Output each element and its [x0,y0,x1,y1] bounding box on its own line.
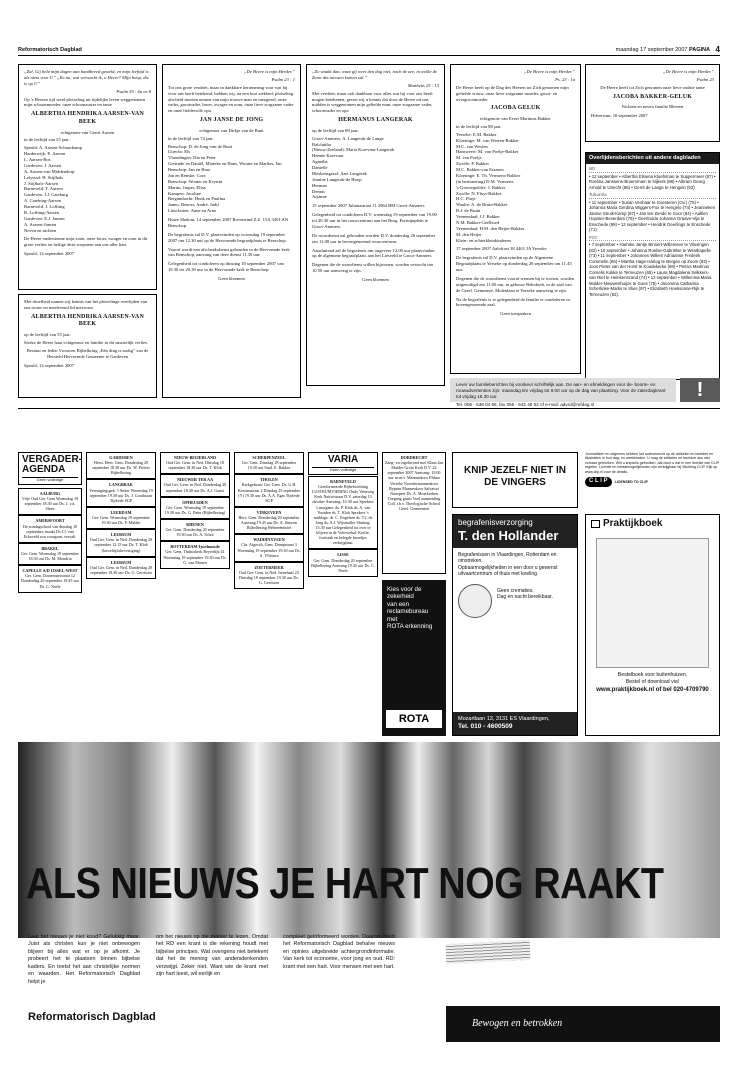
relative-row: Utrecht: Els [168,149,191,155]
agenda-entry-place: BARNEVELD [330,479,356,484]
condolence-info: Gelegenheid tot condoleren op dinsdag 18 september 2007 van 19.30 tot 20.30 uur in de Hervormde kerk te Benschop. [168,261,284,273]
hollander-line: Begrafenissen in Vlaardingen, Rotterdam en omstreken. [458,551,557,565]
page-number: 4 [715,45,720,54]
agenda-title: VERGADER-AGENDA Geen volledige [18,452,82,485]
relative-row: J. Stijfhals-Aarsen [24,180,58,186]
service-info: De rouwdienst zal gehouden worden D.V. donderdag 20 september om 11.00 uur in bovengenoemd rouwcentrum. [312,232,436,244]
relative-row: H.C. Fluyt [456,196,476,202]
deceased-age: in de leeftijd van 88 jaar. [456,123,502,129]
agenda-entry [86,479,156,506]
relatives-list [168,144,295,215]
agenda-entry-text: Ger. Gem. Woensdag 19 september 19.30 uur Ds. G. Pater (Bijbellezing) [164,504,226,515]
agenda-column-3 [160,452,230,736]
agenda-entry-place: LEERSUM [110,532,132,538]
agenda-entry [18,515,82,542]
agenda-entry [86,529,156,556]
agenda-column-2 [86,452,156,736]
death-notice-de-jong [162,64,301,398]
after-info: Degenen die de rouwdienst willen bijwonen, worden verzocht om 10.50 uur aanwezig te zijn. [312,262,434,274]
exclamation-icon: ! [680,378,720,402]
agenda-entry [160,519,230,541]
notice-quote: „De Heere is mijn Herder.” [243,69,295,74]
agenda-entry-place: ZOETERMEER [254,564,284,570]
hollander-line: Dag en nacht bereikbaar. [497,594,553,601]
campaign-headline: ALS NIEUWS JE HART NOG RAAKT [26,859,664,908]
relative-row: Gardeven: E.J. Jansen [24,215,65,221]
knip-notice: KNIP JEZELF NIET IN DE VINGERS [452,452,578,508]
deceased-name: HERMANUS LANGERAK [338,117,413,124]
after-info: Na de begrafenis is er gelegenheid de familie te condoleren in bovengenoemde zaal. [456,296,570,308]
agenda-entry-text: Ger. Gem. Dinsdag 18 september 19.30 uur Stud. E. Bakker [241,460,297,471]
agenda-entry [234,562,304,589]
relative-row: Lelystad: H. Stijfhals [24,174,64,180]
hollander-line: Geen crematies. [497,587,534,594]
relative-row: M. den Heijer [456,231,482,237]
notice-intro: Met droefheid namen wij kennis van het plotselinge overlijden van ons trouw en meelevend lid mevrouw [24,299,148,310]
praktijkboek-illustration [596,538,709,668]
notice-quote-ref: Psalm 23 [696,76,714,82]
funeral-info: De begrafenis zal D.V. plaatsvinden op de Algemene Begraafplaats te Yerseke op donderdag 20 september om 11.45 uur. [456,255,572,273]
deceased-name: ALBERTHA HENDRIKA AARSEN-VAN BEEK [31,111,144,125]
praktijkboek-line: Bestel of download via! [625,679,680,686]
relative-row: Kloetinge: E. Th. Vermeris-Bakker [456,172,521,178]
agenda-entry-text: Ger. Gem. Thaborkerk Reyerdijk 41 Woensdag 19 september 19.30 uur Ds. G. van Manen [163,549,227,565]
hollander-logo [458,584,492,618]
notice-closing: Geen toespraken [500,311,531,317]
praktijkboek-link[interactable]: www.praktijkboek.nl of bel 020-4709790 [596,687,709,694]
hollander-address: Mozartlaan 13, 3131 ES Vlaardingen, [458,715,550,722]
relative-row: Veenendaal: H.M. den Heijer-Bakker [456,225,525,231]
relative-row: M.C. Bakker-van Eraasen [456,167,504,173]
agenda-entry [160,541,230,568]
hollander-phone: Tel. 010 - 4600509 [458,722,513,730]
agenda-entry-place: WADDINXVEEN [253,537,285,543]
agenda-entry-place: CAPELLE A/D IJSSEL-WEST [22,568,78,574]
notice-signature: Bestuur en leden Vrouwen Bijbelkring „Eén ding is nodig” van de Hersteld Hervormde Gemeente te Gardeven [26,347,149,359]
notice-intro: De Heere heeft op de Dag des Heeren tot Zich genomen mijn geliefde vrouw, onze lieve zorgzame moeder, groot- en overgrootmoeder [456,84,569,102]
hollander-line: Opbaarmogelijkheden in een door u gewenst uitvaartcentrum of thuis met koeling. [458,564,558,578]
clip-copyright [585,452,720,508]
agenda-entry [308,476,378,549]
agenda-entry-text: Ger. Gem. Doornmartstraat 12 Donderdag 20 september 19.45 uur Ds. C. Neele [21,573,79,589]
clip-text: Journalisten en uitgevers hebben het auteursrecht op de artikelen en beelden en illustraties in hun dag- en weekbladen. U mag de artikelen en beelden dus niet zomaar gebruiken. Wilt u knipsels gebruiken, dan kunt u dat in een licentie van CLIP regelen. Licentie en betaalmogelijkheden zijn verkrijgbaar bij Stichting CLIP. Kijk op www.clip.nl voor de details. [585,452,719,474]
agenda-entry-place: LANGBRAK [109,482,133,488]
relative-row: Janno, Benoer, André, Judit [168,202,219,208]
agenda-entry [308,549,378,576]
notice-intro: Met verdriet, maar ook dankbaar voor alles wat hij voor ons heeft mogen betekenen, geven wij u kennis dat door de Heere uit ons midden is weggenomen mijn geliefde man, onze zorgzame vader, schoonvader en opa [312,90,433,114]
agenda-entry-text: Vrije Oud Ger. Gem Woensdag 19 september 18.30 uur Ds. J. v.d. Sleen [21,496,79,512]
funeral-info: De begrafenis zal D.V. plaatsvinden op woensdag 19 september 2007 om 12.30 uur op de Hervormde begraafplaats te Benschop. [168,231,287,243]
deceased-age: in de leeftijd van 74 jaar. [168,135,214,141]
notice-footer: De Heere ondersteune mijn zoon, onze broer, zwager en oom in dit grote verlies en heilige deze roepstem aan ons aller hart. [24,236,148,248]
agenda-entry [234,507,304,534]
relative-row: Neven en nichten [24,227,57,233]
rota-text [382,580,446,637]
page-date: maandag 17 september 2007 PAGINA [615,47,710,53]
agenda-entry-place: THOLEN [260,477,278,483]
agenda-entry [160,474,230,496]
relative-row: Balcluttha [312,141,331,147]
relative-row: L. Aarsen-Bos [24,157,51,163]
service-info: Degenen die de rouwdienst vooraf wensen bij te wonen, worden uitgenodigd om 11.00 uur, in gebouw Rehoboth, in de zaal van de Geref. Gemeente, Molenlaan te Yerseke aanwezig te zijn. [456,275,575,293]
agenda-entry-place: LISSE [337,552,349,558]
agenda-entry [234,534,304,561]
deceased-relation: echtgenote van Gerrit Aarsen [60,129,115,135]
deceased-name: JAN JANSE DE JONG [199,117,264,124]
notice-quote: „Zal, Gij hebt mijn dagen aan handbreed gesteld, en mijn leeftijd is als niets voor U” „En nu, wat verwacht ik, o Heere? Mijn hoop, die is op U” [24,69,149,86]
relative-row: Zwolle: N. Fluyt-Bakker [456,190,502,196]
notice-quote: „De Heere is mijn Herder.” [662,69,714,74]
deceased-age: in de leeftijd van 55 jaar. [24,137,70,143]
agenda-entry [86,507,156,529]
relative-row: Speuld: A. Aarsen-Schuurkamp [24,145,83,151]
agenda-entry [160,497,230,519]
relatives-list [312,136,439,201]
overview-section-text: • 12 september • Albertha Elsiena Kloefsman te Suppermeer (87) • Roelina Janssens-Broersmam te Nijkerk (88) • Albram Georg Arnold te Utrecht (85) • Gerrit de Lange te Hengelo (52) [589,173,716,190]
notice-intro: De Heere heeft tot Zich genomen onze lieve oudste tante [600,84,705,90]
relative-row: Jan en Renske, Cora [168,172,206,178]
relative-row: Dennis [312,188,326,194]
agenda-entry-text: Ger. Gem. Donderdag 20 september Bijbellezing Aanvang 19.45 uur Ds. C. Neele [311,557,375,573]
campaign-text-2: om het nieuws op die manier te lezen. Omdat het RD een krant is die rekening houdt met bijbelse principes. Wat overigens niet betekent dat het de mening van andersdenkenden verzwijgt. Zeker niet. Want wie de krant met zijn hart leest, wil eerlijk en [156,934,268,978]
section-divider [18,408,720,409]
notice-closing: Geen bloemen [362,277,389,283]
overview-section-name: ND [589,166,716,173]
relative-row: A. Aarsen-van Middendorp [24,168,75,174]
submission-info-banner [450,378,676,407]
overview-section-name: PZC [589,235,716,242]
deceased-age: op de leeftijd van 80 jaar. [312,127,359,133]
relative-row: Gertrude en Daniël, Marieke en Hans, Wouter en Marlies, Jan [168,161,282,167]
agenda-column-4 [234,452,304,736]
notice-closing: Geen bloemen [218,276,245,282]
relative-row: Danielle [312,165,328,171]
agenda-entry-place: AALBURG [39,491,61,496]
notice-intro: Tot ons grote verdriet, maar in dankbare herinnering voor wat hij voor ons heeft betekend, hebben wij, na een kort ziekbed, plotseling afscheid moeten nemen van mijn trouwe man en mezgezel, onze vader, grootvader, broer, zwager en oom, onze lieve zorgzame vader en onze liefdevolle opa [168,84,294,114]
agenda-entry-place: BRAKEL [41,545,59,551]
agenda-entry [160,452,230,474]
relative-row: Arjanne [312,194,327,200]
varia-list [308,476,378,736]
relative-row: M. van Poelje [456,155,482,161]
notice-address: Huize Shalom, 14 september 2007 Roveneind Z.Z. 15A 3401 AN Benschop [168,217,289,228]
notice-intro: Op 's Heeren tijd werd plotseling uit tijdelijke leven weggenomen mijn schoonmoeder, onze schoonzuster en tante [24,96,145,108]
rd-logo: Reformatorisch Dagblad [28,1011,156,1023]
relative-row: Waalre: A. de Bruin-Bakker [456,202,508,208]
overview-section-name: Tubantia [589,192,716,199]
relative-row: Linschoten: Anne en Arno [168,208,217,214]
agenda-entry-text: Ger. Gem. Donderdag 20 september 19.30 uur Ds. A. Schot [165,527,225,538]
agenda-entry-text: Oud Ger. Gem. in Ned. Dinsdag 18 september 18.30 uur Ds. T. Klok [166,460,224,471]
relative-row: Veenendaal: J.J. Bakker [456,214,500,220]
agenda-entry-place: OPHEUSDEN [182,499,208,505]
notice-quote-ref: Psalm 23 : 1 [271,76,295,82]
banner-text: Lever uw familieberichten bij voorkeur schriftelijk aan. De aan- en afmeldingen voor de- boorte- en rouwadvertenties zijn: maandag tim vrijdag tot 9.00 uur op de dag van plaatsing. Voor de zaterdagkrant tot vrijdag 18.30 uur. [456,382,666,399]
notice-place-date: Hilversum, 16 september 2007 [591,113,648,119]
agenda-entry-text: De zondagschool van dinsdag 18 september, maakt Ds J.J. van Eckeveld zou voorgaan, vervalt. [22,523,78,539]
agenda-entry [18,565,82,592]
relatives-list [456,132,575,244]
rota-logo: ROTA [386,710,442,728]
hollander-header: begrafenisverzorging T. den Hollander [453,515,577,548]
relative-row: Gardeven: J. Aarsen [24,162,62,168]
relative-row: Jeanine Langerak-de Hoop [312,176,362,182]
agenda-entry [86,557,156,579]
relative-row: Benschop: D. de Jong-van de Bunt [168,143,233,149]
campaign-text-3: compleet geïnformeerd worden. Daarom biedt het Reformatorisch Dagblad behalve nieuws en opinies uitgebreide achtergrondinformatie. Van kerk tot economie, voor jong en oud. RD: krant met een hart. Voor mensen met een hart. [283,934,395,970]
page-header [18,46,720,56]
agenda-entry-text: Oud Ger. Gem. in Ned. Donderdag 20 september 12.15 uur Ds. T. Klok (boweltijdsbevestiging) [89,537,153,553]
praktijkboek-title: Praktijkboek [603,518,663,529]
agenda-entry-place: AMERSFOORT [35,518,65,524]
notice-quote: „De Heere is mijn Herder.” [523,69,575,74]
agenda-entry-place: ROTTERDAM-Ijsselmonde [170,544,220,550]
notice-quote-ref: Ps. 23 : 1a [555,76,575,82]
relative-row: Kampen: Jacoline [168,190,202,196]
relative-row: A. Cateburg-Aarsen [24,198,61,204]
deceased-name: JACOBA BAKKER-GELUK [612,93,693,100]
relative-row: Kloetinge: M. van Westen-Bakker [456,137,519,143]
relative-row: B.J. de Bruin [456,208,481,214]
agenda-entry-place: NIEUWER TER AA [176,477,214,483]
relative-row: Barneveld: J. Loffting [24,204,65,210]
relative-row: Martin, Jasper, Elisa [168,184,206,190]
notice-quote: „Zo waakt dan, want gij weet den dag niet, noch de ure, in welke de Zoon des mensen komen zal.” [312,69,437,80]
agenda-entry-text: Kerkgebouw Ger. Gem. Ds. G.H. Kerstenstraat 2 Dinsdag 25 september (!!) 19.30 uur Ds. A.A. Egas Tijdrede SGP [237,482,301,503]
rota-line: ROTA erkenning [387,623,433,631]
agenda-entry [86,452,156,479]
relative-row: Yerseke: E.M. Bakker [456,131,497,137]
overview-section-text: • 11 september • Susan Veshaar te Goesteren (Ov.) (75) • Johanna Maria Gerdina Wiggers-Fox te Hengelo (74) • Jeanneken Jannie Struik-Kamp (87) • Jan ten Zende te Goor (84) • Aaltien Hopster-Beverdam (79) • Geertruida Johanna Graave-Vija te Enschede (99) • 12 september • Hendrik Geerlings te Enschede (71). [589,199,716,233]
obituary-overview [585,152,720,380]
death-notice-bijbelkring [18,294,157,398]
notice-address: 17 september 2007 Aalofrast 38 4401 JA Yerseke [456,246,547,252]
death-notice-geluk [450,64,581,374]
overview-title: Overlijdensberichten uit andere dagbladen [586,153,719,164]
agenda-entry-text: Ger. Gem. Woensdag 19 september 18.30 uur Ds. M. Mondria [21,550,79,562]
death-notice-bakker-geluk [585,64,720,142]
relative-row: A. Aarsen-Jansen [24,221,57,227]
agenda-entry-place: VINKEVEEN [256,509,282,515]
relative-row: Klein- en achterkleinkinderen [456,237,511,243]
praktijkboek-line: Bestelboek voor buitenhuizen. [617,671,688,678]
relative-row: Bergambacht: Henk en Paulina [168,196,226,202]
relative-row: Hennie Korevaar [312,153,344,159]
agenda-entry-place: SCHERPENZEEL [252,455,286,460]
notice-place-date: Speuld, 14 september 2007 [24,362,75,368]
campaign-text-1: Laat het nieuws je niet koud? Gelukkig maar. Juist als christen kun je niet onbewogen blijven bij alles wat er op je afkomt. Je probeert het te plaatsen binnen bijbelse kaders. En toetst het aan christelijke normen en waarden. Het Reformatorisch Dagblad helpt je [28,934,140,985]
banner-contact: Tel. 055 - 539 04 99, fax 055 - 542 48 02 of e-mail: advrd@refdag.nl [456,401,595,407]
agenda-entry-place: RHENEN [186,521,204,527]
funeral-info: Aansluitend zal de begrafenis om ongeveer 12.00 uur plaatsvinden op de algemene begraafplaats aan het Liesveld te Groot-Ammers. [312,247,435,259]
overview-sections [586,166,719,297]
deceased-name: ALBERTHA HENDRIKA AARSEN-VAN BEEK [31,313,144,328]
notice-quote-ref: Psalm 39 : 6a en 8 [116,88,151,94]
agenda-entry [234,452,304,474]
agenda-entry-place: LEERDAM [110,509,132,515]
relative-row: B. Loffting-Aarsen [24,209,60,215]
relative-row: Barneveld: T. Aarsen [24,186,63,192]
notice-signature: Nichten en neven familie Bleeren [621,104,684,110]
praktijkboek-ad[interactable] [585,514,720,736]
condolence-info: Gelegenheid tot condoleren D.V. woensdag 19 september van 19.00 tot 20.30 uur in het rouwcentrum aan het Burg. Fortuijnplein te Groot-Ammers. [312,212,437,229]
relative-row: Gardeven: J.J. Cateburg [24,192,69,198]
relative-row: N.M. Bakker-Geelhoed [456,219,500,225]
agenda-entry-text: Herv. Gem. Donderdag 20 september Aanvang 19.45 uur Ds. A. Simons Bijbellezing Hebreeënbrief [238,514,300,531]
deceased-age: op de leeftijd van 55 jaar. [24,332,71,338]
rota-ad[interactable] [382,580,446,736]
notice-quote-ref: Mattheüs 25 : 13 [407,82,439,88]
service-info: Vooraf wordt een afscheidsdienst gehouden in de Hervormde kerk van Benschop, aanvang van deze dienst 11.30 uur. [168,246,290,258]
deceased-relation: echtgenoot van Dirkje van de Bunt [199,127,264,133]
agenda-entry [18,543,82,565]
relative-row: (Nieuw-Zeeland): Maria Korevaar-Langerak [312,147,395,153]
overview-section-text: • 7 september • Harmke Jantje Binnert-Willemsen te Vlissingen (82) • 10 september • Johanna Roelse-Gabriëlse te Westkapelle (73) • 11 september • Johannes Willem Adriaanse Frederik Commelin (66) • Martha Hage-Hartog te Bergen op Zoom (93) • Joos Pieter van der Horst te Koudekerke (68) • Petrus Martinus Cornelis Kokke te Terneuzen (65) • Laura Magdalena Selkkers-van Riet te Heinkenszand (74) • 12 september • Willemina Maria Mulder-Nieuwenhuijze te Goes (75) • Jacomina Catharina Scherlinke-Marks te Sluis (97) • Elizabeth Hoeksonne-Rijk te Terneuzen (92). [589,242,712,297]
varia-title: VARIA Geen volledige [308,452,378,475]
deceased-relation: echtgenote van Evert Martinus Bakker [480,116,551,122]
hollander-ad[interactable] [452,514,578,736]
agenda-entry-text: Herst. Herv. Gem. Donderdag 20 september 18.30 uur Ds. W. Pieters Bijbellezing [92,460,150,476]
agenda-entry-text: Chr. Afgesch. Gem. Dompstraat 3 Woensdag 19 september 19.30 uur Ds. A. Vlietstra [237,542,301,558]
relative-row: Groot-Ammers: A. Langerak-de Lange [312,135,384,141]
book-icon [591,520,600,528]
relative-row: Bleskensgraaf: Aart Langerak [312,170,367,176]
rota-line: met [387,615,398,623]
relative-row: (in herinnering) D.M. Vermeris [456,178,514,184]
relative-row: M.C. van Westen [456,143,488,149]
agenda-entry-text: Oud Ger. Gem. in Ned. Irenehaaf 23 Dinsdag 18 september 19.30 uur Ds. G. Gerritsen [239,569,299,586]
relative-row: Benschop: Jan en Rina [168,167,210,173]
rota-line: zekerheid [387,593,414,601]
clip-logo: C L I P [585,477,612,487]
agenda-dordrecht: DORDRECHT Zang- en orgelavond met Klaas Jan Mulder Grote Kerk D.V. 22 september 2007 Aanvang: 19.00 uur m.m.v. Mannenkoor Elthan Verseke Noordermannenkoor Bypsen Mannenkoor Salvatori Nunspeet Ds. A. Moerkerken Toegang gratis Voel aanmeiding Coll. t.b.v. Theologische School Geref. Gemeenten [382,452,446,574]
relative-row: Zwolle: P. Bakker [456,161,490,167]
agenda-entry-text: Verenigingsgeb. 't Anker Woensdag 19 september 19.30 uur Ds. J. Goudriaan Tijdrede SGP [89,487,153,503]
agenda-entry-text: Oud Ger. Gem. in Ned. Donderdag 20 september 18.40 uur Ds. A.J. Gunst [163,482,227,493]
agenda-entry-text: Gereformeerde Bijbelstichting LUSTRUMVIERING Oude Veenweg Kerk Nairacstraat D.V. zaterdag 13 oktober Aanvang: 10.30 uur Sprekers 's morgens: ds. P. Klok ds. A. van Voorden ds. T. Klok Sprekers 's middags: ds. C. Engelsen ds. T.J. de Jong ds. A.J. Wijsmuller Sluiting: 15.30 uur Gelegenheid tot over te blijven in de Voltewehal. Koffie, fruitsink en belegde broodjes verkrijgbaar. [311,484,375,546]
campaign-slogan: Bewogen en betrokken [446,1006,720,1042]
death-notice-aarsen-family [18,64,157,290]
relative-row: 's-Gravenpolder: J. Bakker [456,184,506,190]
relative-row: Hansweert: M. van Poelje-Bakker [456,149,519,155]
notice-address: 15 september 2007 Julianastraat 11 2964 BM Groot-Ammers [312,203,425,209]
notice-body: Sterke de Heere haar echtgenoot en familie in dit smartelijk verlies. [24,339,149,345]
agenda-entry-text: Ger. Gem. Woensdag 19 september 19.30 uur Ds. P. Mulder [92,514,150,526]
relative-row: Harderwijk: E. Aarsen [24,151,66,157]
newspaper-stack-illustration [446,940,531,964]
relative-row: Benschop: Wouter en Krystin [168,178,223,184]
agenda-entry-place: GARDEREN [109,455,133,460]
relative-row: Herman [312,182,327,188]
relative-row: Agnetha [312,159,328,165]
rota-line: Kies voor de [387,586,422,593]
rota-line: van een [387,600,410,608]
agenda-entry-place: LEERSUM [110,559,132,565]
death-notice-langerak [306,64,445,386]
agenda-column-1 [18,488,82,736]
clip-logo-sub: LICENSED TO CLIP [614,479,648,484]
agenda-entry [18,488,82,515]
notice-place-date: Speuld, 14 september 2007 [24,251,75,257]
paper-name: Reformatorisch Dagblad [18,47,82,53]
relatives-list [24,145,151,233]
agenda-entry-place: NIEUW-BEIJERLAND [174,455,216,460]
relative-row: Vlaardingen: Dia en Peter [168,155,216,161]
deceased-name: JACOBA GELUK [490,105,541,112]
agenda-entry [234,474,304,507]
agenda-entry-text: Oud Ger. Gem. in Ned. Donderdag 20 september 18.30 uur Ds. G. Gerritsen [89,564,153,575]
rota-line: reclamebureau [387,608,429,616]
